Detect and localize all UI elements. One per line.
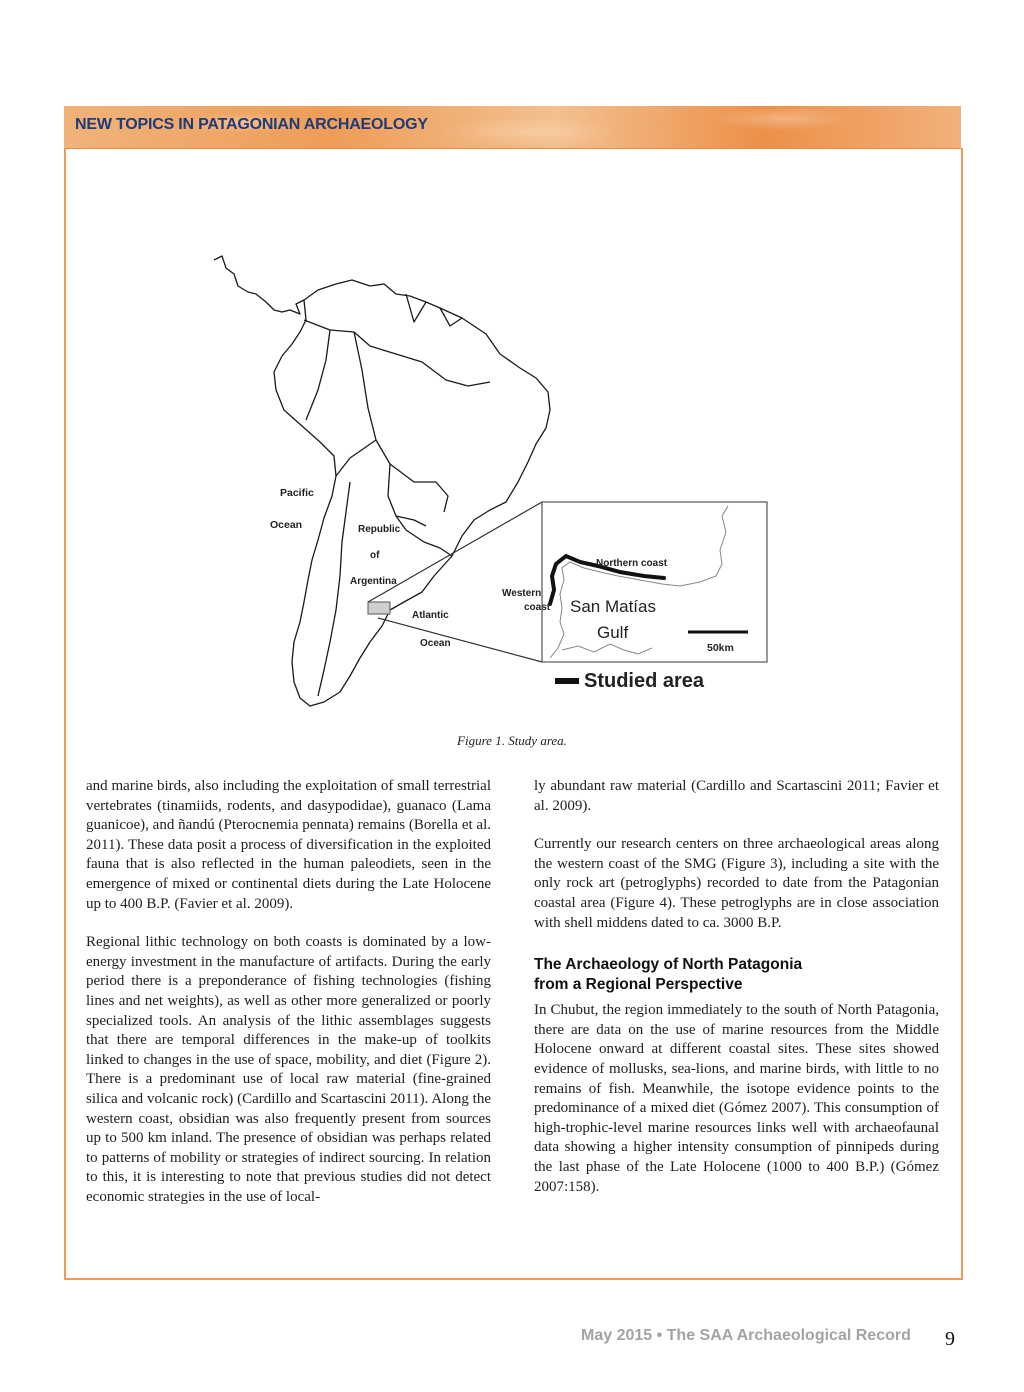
legend-label: Studied area [584,670,705,692]
section-heading-line: from a Regional Perspective [534,976,743,994]
internal-border [336,440,376,476]
label-western: Western [502,588,542,599]
internal-border [354,332,448,512]
left-column [86,777,491,1226]
studied-area-highlight [368,602,390,614]
page-number: 9 [945,1328,955,1350]
section-header-title: NEW TOPICS IN PATAGONIAN ARCHAEOLOGY [75,116,428,133]
label-san-matias: San Matías [570,597,656,616]
label-gulf: Gulf [597,623,629,642]
body-paragraph: ly abundant raw material (Cardillo and Scartascini 2011; Favier et al. 2009). [534,778,939,814]
body-paragraph: Regional lithic technology on both coasts is dominated by a low-energy investment in the manufacture of artifacts. During the early period there is a preponderance of fishing technologies (fishing lines and net weights), as well as other more generalized or poorly specialized tools. An analysis of the lithic assemblages suggests that there are temporal differences in the make-up of toolkits linked to changes in the use of space, mobility, and diet (Figure 2). There is a predominant use of local raw material (fine-grained silica and volcanic rock) (Cardillo and Scartascini 2011). Along the western coast, obsidian was also frequently present from sources up to 500 km inland. The presence of obsidian was perhaps related to patterns of mobility or strategies of indirect sourcing. In relation to this, it is interesting to note that previous studies did not detect economic strategies in the use of local- [86,934,491,1205]
figure-caption: Figure 1. Study area. [457,733,567,748]
body-paragraph: and marine birds, also including the exploitation of small terrestrial vertebrates (tinamiids, rodents, and dasypodidae), guanaco (Lama guanicoe), and ñandú (Pterocnemia pennata) remains (Borella et al. 2011). These data posit a process of diversification in the exploited fauna that is also reflected in the human paleodiets, seen in the emergence of mixed or continental diets during the Late Holocene up to 400 B.P. (Favier et al. 2009). [86,778,491,912]
central-america-outline [214,256,304,314]
label-republic: Republic [358,524,401,535]
inset-connector-top [368,502,542,602]
inset-connector-bottom [378,618,542,662]
label-northern-coast: Northern coast [596,558,668,569]
label-atlantic: Atlantic [412,610,449,621]
internal-border [304,320,490,386]
internal-border [306,330,330,420]
internal-border [318,482,350,696]
section-heading [534,955,939,995]
south-america-outline [274,280,550,706]
label-ocean-atlantic: Ocean [420,638,451,649]
section-heading-line: The Archaeology of North Patagonia [534,956,803,974]
label-coast: coast [524,602,551,613]
legend-swatch [555,678,579,684]
internal-border [388,464,452,556]
label-of: of [370,550,380,561]
body-paragraph: In Chubut, the region immediately to the south of North Patagonia, there are data on the use of marine resources from the Middle Holocene onward at different coastal sites. These sites showed evidence of mollusks, sea-lions, and marine birds, with little to no remains of fish. Meanwhile, the isotope evidence points to the predominance of a mixed diet (Gómez 2007). This consumption of high-trophic-level marine resources links well with archaeofaunal data showing a higher intensity consumption of pinnipeds during the last phase of the Late Holocene (1000 to 400 B.P.) (Gómez 2007:158). [534,1002,939,1195]
label-argentina: Argentina [350,576,397,587]
body-paragraph: Currently our research centers on three archaeological areas along the western coast of the SMG (Figure 3), including a site with the only rock art (petroglyphs) recorded to date from the Patagonian coastal area (Figure 4). These petroglyphs are in close association with shell middens dated to ca. 3000 B.P. [534,836,939,931]
inset-map-box [542,502,767,662]
study-area-map [200,250,780,710]
label-ocean-pacific: Ocean [270,519,303,531]
label-scale: 50km [707,642,734,654]
internal-border [396,516,426,526]
map-svg [200,250,780,710]
right-column [534,777,939,1216]
label-pacific: Pacific [280,487,314,499]
journal-footer: May 2015 • The SAA Archaeological Record [581,1327,911,1344]
